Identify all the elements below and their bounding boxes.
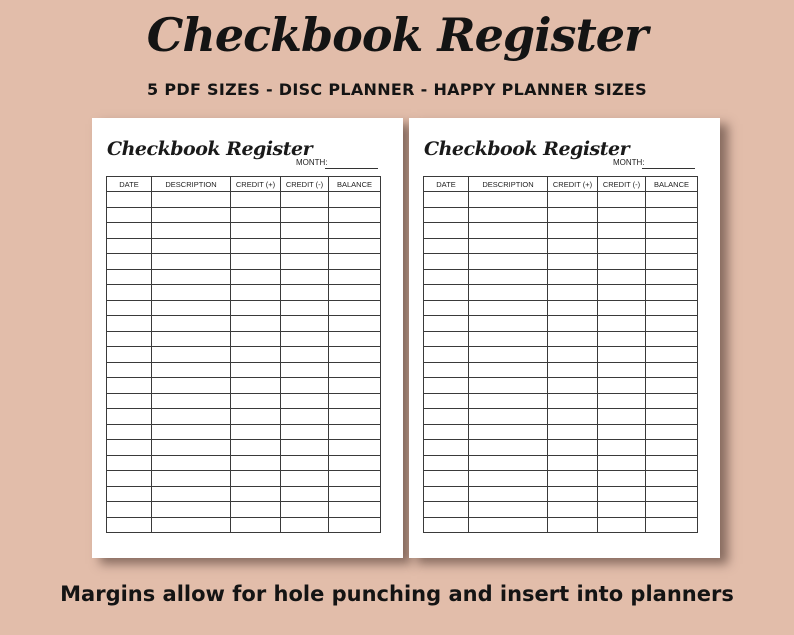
table-cell bbox=[152, 223, 231, 239]
table-row bbox=[107, 238, 381, 254]
table-cell bbox=[231, 393, 281, 409]
table-cell bbox=[281, 424, 329, 440]
table-cell bbox=[469, 486, 548, 502]
table-row bbox=[107, 269, 381, 285]
table-cell bbox=[469, 316, 548, 332]
table-cell bbox=[424, 347, 469, 363]
table-cell bbox=[598, 300, 646, 316]
table-cell bbox=[469, 440, 548, 456]
table-cell bbox=[152, 517, 231, 533]
table-cell bbox=[469, 455, 548, 471]
table-cell bbox=[231, 378, 281, 394]
table-cell bbox=[152, 192, 231, 208]
table-cell bbox=[281, 331, 329, 347]
table-cell bbox=[329, 238, 381, 254]
header-row bbox=[107, 177, 381, 192]
table-row bbox=[424, 223, 698, 239]
table-cell bbox=[281, 238, 329, 254]
table-cell bbox=[152, 424, 231, 440]
table-cell bbox=[646, 269, 698, 285]
table-cell bbox=[598, 362, 646, 378]
table-cell bbox=[107, 316, 152, 332]
table-cell bbox=[646, 440, 698, 456]
table-cell bbox=[548, 238, 598, 254]
table-cell bbox=[231, 285, 281, 301]
table-cell bbox=[281, 378, 329, 394]
register-table bbox=[106, 176, 381, 533]
table-cell bbox=[152, 378, 231, 394]
table-cell bbox=[469, 424, 548, 440]
table-cell bbox=[548, 316, 598, 332]
header-row bbox=[424, 177, 698, 192]
table-cell bbox=[646, 300, 698, 316]
table-cell bbox=[424, 362, 469, 378]
table-row bbox=[424, 440, 698, 456]
table-row bbox=[424, 409, 698, 425]
table-cell bbox=[231, 238, 281, 254]
table-cell bbox=[548, 517, 598, 533]
table-cell bbox=[152, 238, 231, 254]
table-row bbox=[107, 331, 381, 347]
table-cell bbox=[281, 269, 329, 285]
table-cell bbox=[598, 517, 646, 533]
table-row bbox=[424, 285, 698, 301]
column-header-description: DESCRIPTION bbox=[152, 177, 231, 192]
table-cell bbox=[329, 269, 381, 285]
table-cell bbox=[152, 254, 231, 270]
table-cell bbox=[548, 192, 598, 208]
table-cell bbox=[424, 424, 469, 440]
table-cell bbox=[107, 285, 152, 301]
table-cell bbox=[646, 517, 698, 533]
table-cell bbox=[646, 424, 698, 440]
table-row bbox=[424, 486, 698, 502]
table-cell bbox=[152, 486, 231, 502]
table-cell bbox=[152, 347, 231, 363]
table-cell bbox=[152, 409, 231, 425]
table-cell bbox=[329, 223, 381, 239]
table-cell bbox=[598, 316, 646, 332]
table-cell bbox=[329, 517, 381, 533]
table-cell bbox=[329, 285, 381, 301]
table-cell bbox=[424, 331, 469, 347]
table-cell bbox=[548, 378, 598, 394]
table-cell bbox=[329, 424, 381, 440]
table-cell bbox=[107, 238, 152, 254]
table-row bbox=[107, 362, 381, 378]
table-cell bbox=[231, 502, 281, 518]
table-cell bbox=[646, 254, 698, 270]
table-cell bbox=[598, 455, 646, 471]
table-cell bbox=[548, 331, 598, 347]
table-cell bbox=[107, 347, 152, 363]
table-cell bbox=[548, 207, 598, 223]
register-sheet-left bbox=[92, 118, 403, 558]
table-cell bbox=[469, 269, 548, 285]
table-cell bbox=[107, 517, 152, 533]
table-cell bbox=[107, 409, 152, 425]
register-table bbox=[423, 176, 698, 533]
table-cell bbox=[548, 300, 598, 316]
table-cell bbox=[548, 455, 598, 471]
month-label: MONTH: bbox=[613, 158, 645, 167]
sheet-title: Checkbook Register bbox=[107, 138, 313, 160]
table-cell bbox=[548, 269, 598, 285]
table-cell bbox=[424, 192, 469, 208]
table-cell bbox=[548, 486, 598, 502]
table-cell bbox=[548, 362, 598, 378]
column-header-credit-plus: CREDIT (+) bbox=[548, 177, 598, 192]
table-cell bbox=[469, 471, 548, 487]
table-cell bbox=[329, 347, 381, 363]
table-cell bbox=[107, 393, 152, 409]
table-cell bbox=[598, 254, 646, 270]
table-row bbox=[107, 393, 381, 409]
table-cell bbox=[152, 393, 231, 409]
table-cell bbox=[152, 455, 231, 471]
table-cell bbox=[107, 300, 152, 316]
table-cell bbox=[281, 285, 329, 301]
table-cell bbox=[469, 207, 548, 223]
table-cell bbox=[329, 300, 381, 316]
table-cell bbox=[598, 440, 646, 456]
table-cell bbox=[107, 192, 152, 208]
table-cell bbox=[646, 502, 698, 518]
table-cell bbox=[598, 269, 646, 285]
table-row bbox=[424, 393, 698, 409]
table-cell bbox=[281, 455, 329, 471]
table-cell bbox=[231, 207, 281, 223]
table-cell bbox=[231, 424, 281, 440]
table-cell bbox=[152, 471, 231, 487]
table-cell bbox=[329, 502, 381, 518]
table-cell bbox=[281, 471, 329, 487]
table-cell bbox=[548, 424, 598, 440]
table-cell bbox=[646, 316, 698, 332]
table-row bbox=[424, 269, 698, 285]
table-cell bbox=[107, 269, 152, 285]
table-cell bbox=[281, 393, 329, 409]
register-sheet-right bbox=[409, 118, 720, 558]
table-cell bbox=[424, 393, 469, 409]
month-label: MONTH: bbox=[296, 158, 328, 167]
table-row bbox=[107, 455, 381, 471]
table-cell bbox=[424, 455, 469, 471]
table-cell bbox=[107, 254, 152, 270]
table-cell bbox=[646, 393, 698, 409]
table-cell bbox=[598, 393, 646, 409]
table-cell bbox=[231, 300, 281, 316]
sheet-title: Checkbook Register bbox=[424, 138, 630, 160]
table-cell bbox=[598, 223, 646, 239]
table-row bbox=[107, 223, 381, 239]
table-cell bbox=[548, 223, 598, 239]
table-cell bbox=[646, 362, 698, 378]
table-cell bbox=[152, 269, 231, 285]
table-cell bbox=[329, 331, 381, 347]
table-cell bbox=[281, 486, 329, 502]
table-row bbox=[107, 502, 381, 518]
table-cell bbox=[107, 362, 152, 378]
table-cell bbox=[469, 300, 548, 316]
table-cell bbox=[281, 347, 329, 363]
footer-caption: Margins allow for hole punching and insert into planners bbox=[60, 582, 734, 606]
table-cell bbox=[598, 486, 646, 502]
table-cell bbox=[424, 409, 469, 425]
table-cell bbox=[329, 362, 381, 378]
table-cell bbox=[424, 300, 469, 316]
table-cell bbox=[329, 316, 381, 332]
table-cell bbox=[548, 285, 598, 301]
table-cell bbox=[469, 192, 548, 208]
table-cell bbox=[424, 502, 469, 518]
table-cell bbox=[424, 440, 469, 456]
table-cell bbox=[231, 455, 281, 471]
register-rows bbox=[107, 192, 381, 533]
table-cell bbox=[598, 347, 646, 363]
table-cell bbox=[107, 223, 152, 239]
table-cell bbox=[329, 378, 381, 394]
table-cell bbox=[231, 440, 281, 456]
table-cell bbox=[231, 409, 281, 425]
column-header-balance: BALANCE bbox=[329, 177, 381, 192]
table-row bbox=[424, 331, 698, 347]
table-cell bbox=[152, 285, 231, 301]
column-header-credit-plus: CREDIT (+) bbox=[231, 177, 281, 192]
table-row bbox=[424, 502, 698, 518]
main-title: Checkbook Register bbox=[146, 8, 648, 62]
table-cell bbox=[231, 316, 281, 332]
table-cell bbox=[107, 331, 152, 347]
table-cell bbox=[329, 254, 381, 270]
table-cell bbox=[598, 378, 646, 394]
table-cell bbox=[424, 378, 469, 394]
table-cell bbox=[329, 440, 381, 456]
table-cell bbox=[646, 207, 698, 223]
table-cell bbox=[281, 223, 329, 239]
table-cell bbox=[598, 238, 646, 254]
table-row bbox=[107, 440, 381, 456]
table-row bbox=[424, 471, 698, 487]
table-cell bbox=[548, 393, 598, 409]
table-cell bbox=[231, 269, 281, 285]
table-cell bbox=[646, 347, 698, 363]
table-cell bbox=[152, 331, 231, 347]
table-row bbox=[107, 486, 381, 502]
table-row bbox=[424, 300, 698, 316]
table-cell bbox=[231, 471, 281, 487]
table-cell bbox=[548, 409, 598, 425]
table-cell bbox=[469, 362, 548, 378]
table-cell bbox=[107, 486, 152, 502]
table-row bbox=[107, 517, 381, 533]
table-row bbox=[107, 254, 381, 270]
table-cell bbox=[469, 238, 548, 254]
table-cell bbox=[646, 238, 698, 254]
table-cell bbox=[548, 440, 598, 456]
register-rows bbox=[424, 192, 698, 533]
table-cell bbox=[281, 192, 329, 208]
table-cell bbox=[152, 316, 231, 332]
table-cell bbox=[646, 331, 698, 347]
table-cell bbox=[281, 300, 329, 316]
table-cell bbox=[107, 440, 152, 456]
table-cell bbox=[548, 347, 598, 363]
table-cell bbox=[469, 347, 548, 363]
table-cell bbox=[646, 285, 698, 301]
table-cell bbox=[281, 207, 329, 223]
table-cell bbox=[281, 517, 329, 533]
table-cell bbox=[424, 207, 469, 223]
column-header-credit-minus: CREDIT (-) bbox=[598, 177, 646, 192]
table-cell bbox=[469, 409, 548, 425]
table-cell bbox=[231, 254, 281, 270]
column-header-date: DATE bbox=[107, 177, 152, 192]
table-cell bbox=[469, 393, 548, 409]
table-cell bbox=[329, 409, 381, 425]
table-cell bbox=[646, 486, 698, 502]
table-cell bbox=[329, 455, 381, 471]
table-cell bbox=[231, 223, 281, 239]
table-cell bbox=[107, 502, 152, 518]
table-cell bbox=[281, 362, 329, 378]
table-cell bbox=[231, 362, 281, 378]
table-cell bbox=[598, 192, 646, 208]
table-row bbox=[107, 424, 381, 440]
column-header-credit-minus: CREDIT (-) bbox=[281, 177, 329, 192]
table-cell bbox=[152, 440, 231, 456]
table-cell bbox=[281, 440, 329, 456]
table-cell bbox=[469, 502, 548, 518]
table-cell bbox=[424, 269, 469, 285]
table-cell bbox=[646, 378, 698, 394]
table-cell bbox=[281, 316, 329, 332]
table-cell bbox=[107, 455, 152, 471]
table-row bbox=[107, 316, 381, 332]
table-row bbox=[424, 455, 698, 471]
table-row bbox=[424, 207, 698, 223]
table-row bbox=[107, 285, 381, 301]
table-row bbox=[424, 517, 698, 533]
table-cell bbox=[152, 362, 231, 378]
table-cell bbox=[107, 207, 152, 223]
table-cell bbox=[231, 192, 281, 208]
table-cell bbox=[424, 238, 469, 254]
table-cell bbox=[469, 517, 548, 533]
table-cell bbox=[424, 285, 469, 301]
table-cell bbox=[424, 517, 469, 533]
table-cell bbox=[548, 502, 598, 518]
table-cell bbox=[598, 502, 646, 518]
table-cell bbox=[424, 316, 469, 332]
table-cell bbox=[329, 471, 381, 487]
table-cell bbox=[107, 378, 152, 394]
month-field-line bbox=[325, 168, 378, 169]
table-cell bbox=[281, 502, 329, 518]
table-row bbox=[107, 378, 381, 394]
table-cell bbox=[598, 331, 646, 347]
table-cell bbox=[646, 192, 698, 208]
table-row bbox=[424, 254, 698, 270]
table-cell bbox=[646, 223, 698, 239]
table-cell bbox=[424, 471, 469, 487]
table-cell bbox=[152, 502, 231, 518]
table-cell bbox=[152, 300, 231, 316]
table-cell bbox=[152, 207, 231, 223]
month-field-line bbox=[642, 168, 695, 169]
table-cell bbox=[646, 455, 698, 471]
table-cell bbox=[646, 471, 698, 487]
table-row bbox=[107, 207, 381, 223]
table-cell bbox=[231, 347, 281, 363]
table-row bbox=[424, 378, 698, 394]
table-row bbox=[424, 424, 698, 440]
table-cell bbox=[548, 471, 598, 487]
subtitle: 5 PDF SIZES - DISC PLANNER - HAPPY PLANNER SIZES bbox=[147, 80, 647, 99]
table-cell bbox=[231, 486, 281, 502]
table-row bbox=[107, 471, 381, 487]
table-cell bbox=[329, 486, 381, 502]
table-cell bbox=[329, 207, 381, 223]
table-cell bbox=[424, 254, 469, 270]
column-header-balance: BALANCE bbox=[646, 177, 698, 192]
table-cell bbox=[598, 424, 646, 440]
table-cell bbox=[548, 254, 598, 270]
table-row bbox=[107, 192, 381, 208]
table-row bbox=[424, 347, 698, 363]
table-cell bbox=[281, 254, 329, 270]
table-cell bbox=[598, 471, 646, 487]
table-cell bbox=[329, 393, 381, 409]
table-cell bbox=[424, 486, 469, 502]
table-row bbox=[424, 316, 698, 332]
table-row bbox=[107, 300, 381, 316]
table-cell bbox=[231, 517, 281, 533]
table-cell bbox=[424, 223, 469, 239]
table-cell bbox=[231, 331, 281, 347]
table-cell bbox=[281, 409, 329, 425]
column-header-description: DESCRIPTION bbox=[469, 177, 548, 192]
table-row bbox=[424, 192, 698, 208]
table-cell bbox=[107, 424, 152, 440]
table-cell bbox=[598, 409, 646, 425]
table-row bbox=[107, 347, 381, 363]
table-cell bbox=[469, 378, 548, 394]
table-cell bbox=[598, 285, 646, 301]
table-cell bbox=[469, 223, 548, 239]
table-cell bbox=[646, 409, 698, 425]
table-row bbox=[424, 362, 698, 378]
table-cell bbox=[598, 207, 646, 223]
table-cell bbox=[329, 192, 381, 208]
table-row bbox=[424, 238, 698, 254]
table-cell bbox=[469, 285, 548, 301]
column-header-date: DATE bbox=[424, 177, 469, 192]
table-cell bbox=[107, 471, 152, 487]
table-cell bbox=[469, 254, 548, 270]
table-row bbox=[107, 409, 381, 425]
table-cell bbox=[469, 331, 548, 347]
